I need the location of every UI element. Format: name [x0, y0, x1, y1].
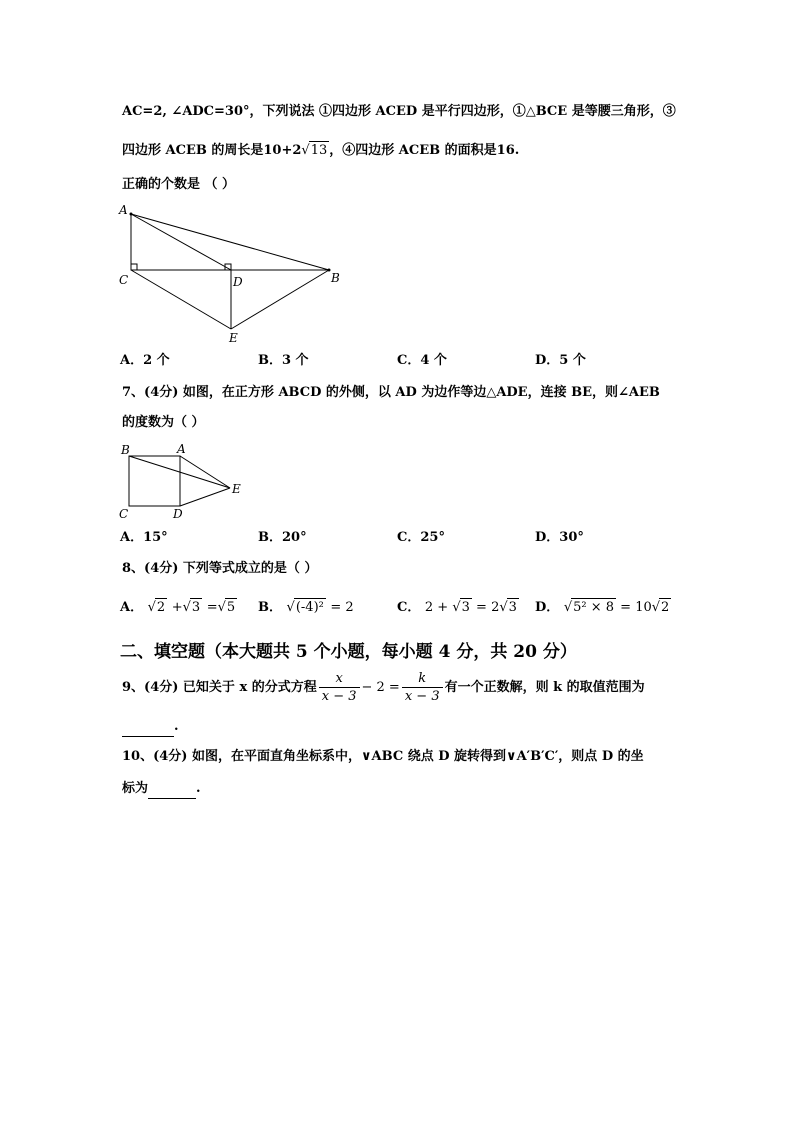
q9-frac1-denominator: x − 3: [321, 689, 357, 704]
q8-c-sqrt3b: 3: [508, 600, 517, 615]
q7-option-c: C．25°: [397, 530, 445, 545]
q9-frac2-denominator: x − 3: [404, 689, 440, 704]
q6-text-line3: 正确的个数是 （ ）: [122, 177, 236, 192]
q8-option-b: B． √(-4)² = 2: [258, 600, 354, 615]
q6-option-c: C．4 个: [397, 353, 447, 368]
q6-label-A: A: [119, 203, 128, 217]
q9-prefix: 9、(4分) 已知关于 x 的分式方程: [122, 680, 317, 695]
q7-label-E: E: [232, 482, 241, 496]
q8-d-prefix: D．: [535, 600, 560, 615]
section-heading-fill-in: 二、填空题（本大题共 5 个小题，每小题 4 分，共 20 分）: [120, 642, 577, 662]
q6-line2-part-a: 四边形 ACEB 的周长是10+2: [122, 143, 302, 158]
q8-a-prefix: A．: [120, 600, 144, 615]
q9-middle: − 2 =: [361, 680, 400, 695]
q9-fraction-1: [319, 670, 360, 705]
q8-c-prefix: C．: [397, 600, 421, 615]
sqrt-sign: √: [301, 143, 310, 158]
q8-d-sqrt2: 2: [661, 600, 670, 615]
q9-frac2-numerator: k: [402, 670, 443, 688]
q6-right-angle-C: [131, 264, 137, 270]
q6-segment-EB: [231, 270, 329, 329]
q10-end: .: [196, 781, 201, 796]
q10-text-line1: 10、(4分) 如图，在平面直角坐标系中，∨ABC 绕点 D 旋转得到∨A′B′C′，则点 D 的坐: [122, 749, 644, 764]
q9-text-line1: [122, 670, 645, 706]
q7-label-B: B: [121, 443, 130, 457]
q6-segment-AD: [131, 214, 231, 270]
q8-a-sqrt2: 2: [156, 600, 166, 615]
q7-square-ABCD: [129, 456, 180, 506]
q6-segment-AB: [131, 214, 329, 270]
q10-answer-blank[interactable]: [148, 780, 196, 799]
q7-segment-DE: [180, 488, 230, 506]
q8-c-sqrt3: 3: [461, 600, 470, 615]
q8-option-c: C． 2 + √3 = 2√3: [397, 600, 517, 615]
q6-option-d: D．5 个: [535, 353, 586, 368]
q6-figure: [115, 200, 345, 350]
q6-label-B: B: [331, 271, 340, 285]
q6-sqrt-13: 13: [310, 143, 328, 158]
q7-option-b: B．20°: [258, 530, 307, 545]
q8-a-sqrt3: 3: [191, 600, 201, 615]
q8-c-part2: = 2: [471, 600, 500, 615]
q9-fraction-2: [402, 670, 443, 705]
q9-frac1-numerator: x: [319, 670, 360, 688]
q8-option-d: D． √5² × 8 = 10√2: [535, 600, 670, 615]
q6-option-a: A．2 个: [120, 353, 170, 368]
q9-answer-blank[interactable]: [122, 718, 174, 737]
q8-b-sqrt: (-4)²: [295, 600, 324, 615]
q6-text-line2: [122, 141, 519, 160]
q9-end: .: [174, 719, 179, 734]
q6-label-C: C: [119, 273, 129, 287]
q8-text-line1: 8、(4分) 下列等式成立的是（ ）: [122, 561, 318, 576]
q7-figure: [115, 440, 255, 522]
q9-text-line2: [122, 718, 179, 737]
q8-b-rhs: = 2: [330, 600, 354, 615]
q7-option-a: A．15°: [120, 530, 168, 545]
q7-text-line1: 7、(4分) 如图，在正方形 ABCD 的外侧，以 AD 为边作等边△ADE，连接 BE，则∠AEB: [122, 385, 660, 400]
q7-segment-AE: [180, 456, 230, 488]
q8-d-rhs: = 10: [616, 600, 652, 615]
q10-text-line2: [122, 780, 201, 799]
q6-line2-part-b: ，④四边形 ACEB 的面积是16.: [329, 143, 520, 158]
q8-b-prefix: B．: [258, 600, 282, 615]
q7-label-A: A: [177, 442, 186, 456]
q7-label-C: C: [119, 507, 129, 521]
q8-c-part1: 2 +: [424, 600, 453, 615]
q6-segment-CE: [131, 270, 231, 329]
q6-label-D: D: [233, 275, 243, 289]
q8-option-a: A． √2 +√3 =√5: [120, 600, 236, 615]
q7-text-line2: 的度数为（ ）: [122, 415, 205, 430]
q6-label-E: E: [229, 331, 238, 345]
q8-d-sqrt: 5² × 8: [573, 600, 615, 615]
q6-option-b: B．3 个: [258, 353, 309, 368]
q6-text-line1: AC=2, ∠ADC=30°，下列说法 ①四边形 ACED 是平行四边形，①△BCE 是等腰三角形，③: [122, 104, 676, 119]
q7-option-d: D．30°: [535, 530, 584, 545]
q10-line2-label: 标为: [122, 781, 149, 796]
q9-suffix: 有一个正数解，则 k 的取值范围为: [444, 680, 645, 695]
q7-label-D: D: [173, 507, 183, 521]
q8-a-sqrt5: 5: [226, 600, 236, 615]
